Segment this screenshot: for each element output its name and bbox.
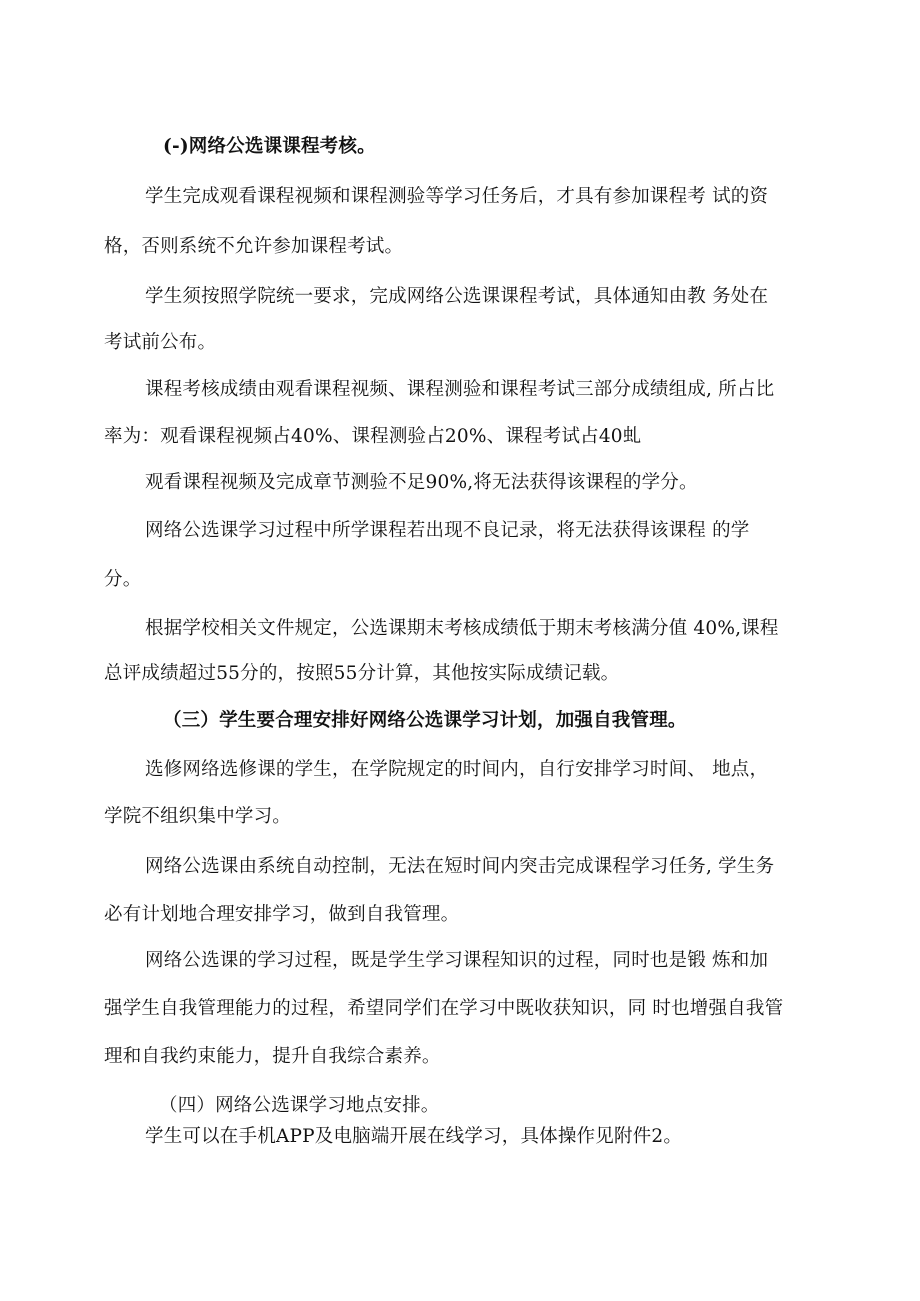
paragraph-line: 率为：观看课程视频占40%、课程测验占20%、课程考试占40虬 bbox=[104, 426, 642, 447]
section-heading-study-plan: （三）学生要合理安排好网络公选课学习计划，加强自我管理。 bbox=[163, 710, 687, 731]
paragraph-line: 分。 bbox=[104, 569, 142, 590]
paragraph-line: 网络公选课由系统自动控制，无法在短时间内突击完成课程学习任务, 学生务 bbox=[145, 856, 775, 877]
paragraph-line: 考试前公布。 bbox=[104, 332, 217, 353]
section-heading-assessment: (-)网络公选课课程考核。 bbox=[163, 136, 376, 157]
paragraph-line: 选修网络选修课的学生，在学院规定的时间内，自行安排学习时间、 地点， bbox=[145, 759, 769, 780]
paragraph-line: 课程考核成绩由观看课程视频、课程测验和课程考试三部分成绩组成, 所占比 bbox=[145, 379, 775, 400]
paragraph-line: 学生可以在手机APP及电脑端开展在线学习，具体操作见附件2。 bbox=[145, 1126, 683, 1147]
paragraph-line: 理和自我约束能力，提升自我综合素养。 bbox=[104, 1046, 441, 1067]
paragraph-line: 必有计划地合理安排学习，做到自我管理。 bbox=[104, 904, 460, 925]
paragraph-line: 学院不组织集中学习。 bbox=[104, 806, 292, 827]
paragraph-line: 学生完成观看课程视频和课程测验等学习任务后，才具有参加课程考 试的资 bbox=[145, 186, 769, 207]
paragraph-line: 网络公选课学习过程中所学课程若出现不良记录，将无法获得该课程 的学 bbox=[145, 520, 750, 541]
paragraph-line: 格，否则系统不允许参加课程考试。 bbox=[104, 236, 404, 257]
paragraph-line: 总评成绩超过55分的，按照55分计算，其他按实际成绩记载。 bbox=[104, 663, 620, 684]
paragraph-line: 网络公选课的学习过程，既是学生学习课程知识的过程，同时也是锻 炼和加 bbox=[145, 950, 769, 971]
paragraph-line: 观看课程视频及完成章节测验不足90%,将无法获得该课程的学分。 bbox=[145, 472, 698, 493]
paragraph-line: 根据学校相关文件规定，公选课期末考核成绩低于期末考核满分值 40%,课程 bbox=[145, 618, 779, 639]
paragraph-line: 学生须按照学院统一要求，完成网络公选课课程考试，具体通知由教 务处在 bbox=[145, 286, 769, 307]
paragraph-line: 强学生自我管理能力的过程，希望同学们在学习中既收获知识，同 时也增强自我管 bbox=[104, 998, 784, 1019]
section-heading-location: （四）网络公选课学习地点安排。 bbox=[159, 1095, 440, 1116]
